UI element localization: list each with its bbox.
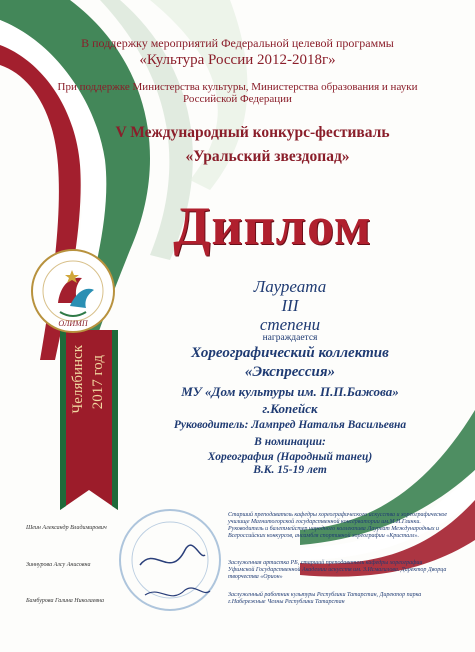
- header-ministries-line: При поддержке Министерства культуры, Министерства образования и науки: [57, 81, 418, 93]
- header-support-line: В поддержку мероприятий Федеральной целевой программы: [81, 36, 394, 50]
- jury-description-3: Заслуженный работник культуры Республики Татарстан, Директор парка г.Набережные Челны Республики Татарстан: [228, 592, 422, 605]
- diploma-title: Диплом: [173, 196, 372, 256]
- degree-number: III: [281, 296, 299, 315]
- age-group: В.К. 15-19 лет: [253, 464, 327, 476]
- nomination-label: В номинации:: [254, 436, 326, 448]
- jury-description-2: Заслуженная артистка РБ, старший преподаватель кафедры хореографии Уфимской Государственной Академии искусств им. З.Исмагилова. Директор Дворца творчества «Орион»: [228, 560, 447, 580]
- ribbon-city: Челябинск: [70, 345, 86, 414]
- jury-name-1: Шеин Александр Владимирович: [26, 525, 107, 531]
- logo-name: ОЛИМП: [58, 319, 88, 328]
- degree-word: степени: [259, 315, 321, 334]
- round-stamp: [115, 505, 225, 615]
- ribbon-year: 2017 год: [90, 355, 106, 410]
- leader-line: Руководитель: Лампред Наталья Васильевна: [173, 419, 407, 431]
- jury-name-3: Бамбурова Галина Николаевна: [26, 598, 105, 604]
- header-program-name: «Культура России 2012-2018г»: [139, 52, 336, 68]
- nomination-value: Хореография (Народный танец): [207, 451, 373, 463]
- festival-title: V Международный конкурс-фестиваль: [115, 124, 390, 141]
- jury-description-1: Старший преподаватель кафедры хореографического искусства и хореографическое училище Магнитогорской государственной консерватории им.М.И.Глинки. Руководитель и балетмейстер народного коллектива Лауреат Международных и Всероссийских конкурсов, ансамбля спортивной хореографии «Кристалл».: [228, 512, 448, 539]
- festival-logo: [30, 248, 116, 334]
- awarded-label: награждается: [262, 333, 318, 343]
- laureate-label: Лауреата: [253, 277, 327, 296]
- city-name: г.Копейск: [262, 401, 318, 416]
- jury-name-2: Зиннурова Алсу Анисовна: [26, 562, 91, 568]
- collective-type: Хореографический коллектив: [191, 345, 389, 361]
- collective-name: «Экспрессия»: [244, 364, 336, 380]
- festival-name: «Уральский звездопад»: [185, 148, 350, 165]
- header-federation-line: Российской Федерации: [183, 93, 292, 105]
- institution-name: МУ «Дом культуры им. П.П.Бажова»: [181, 384, 399, 399]
